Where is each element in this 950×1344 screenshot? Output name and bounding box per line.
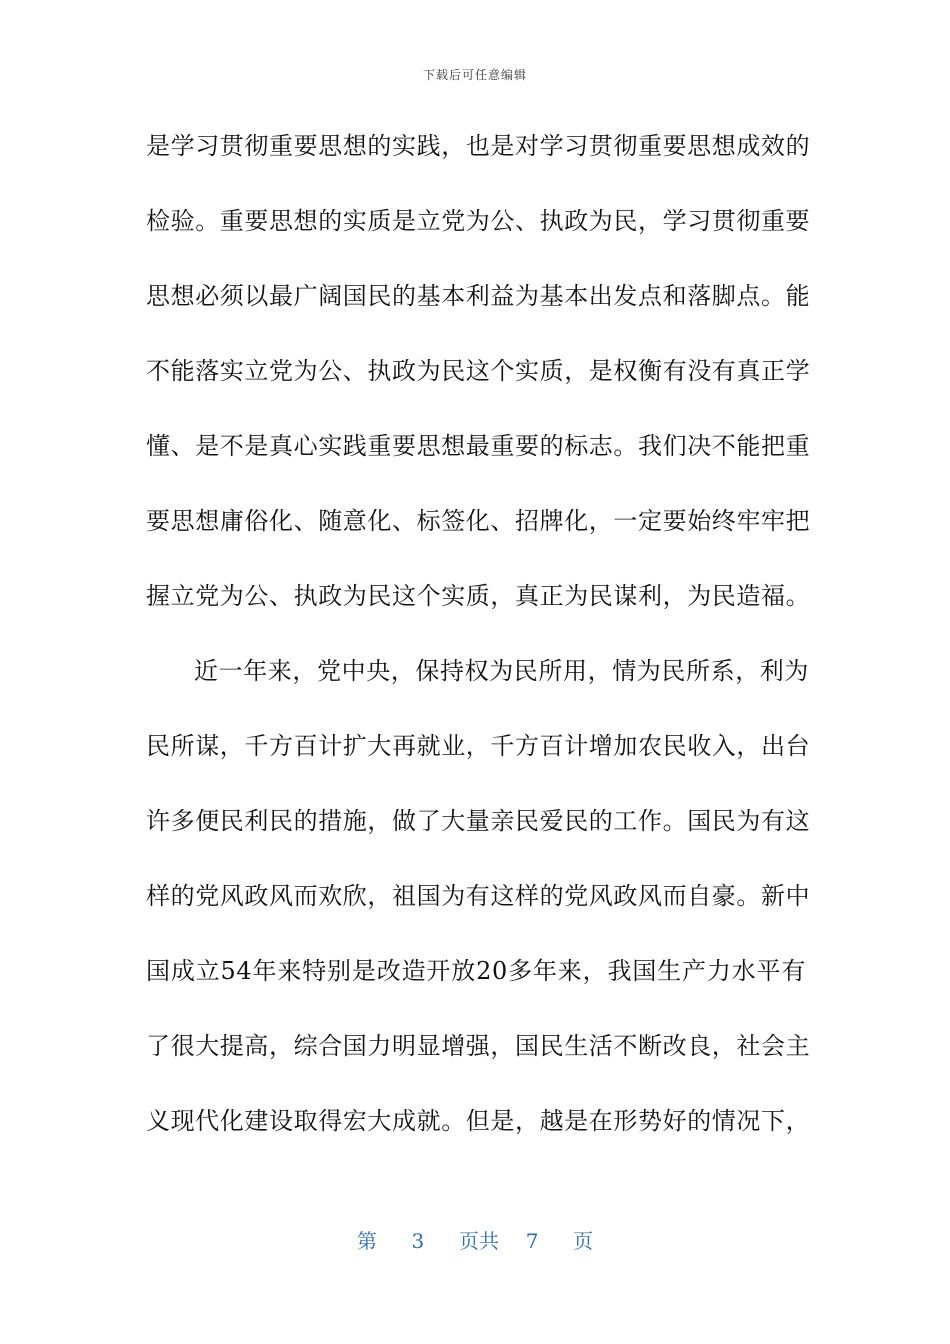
footer-suffix: 页 xyxy=(573,1229,594,1253)
footer-prefix: 第 xyxy=(356,1229,377,1253)
text-line-2: 检验。重要思想的实质是立党为公、执政为民，学习贯彻重要 xyxy=(146,207,811,235)
text-line-5: 懂、是不是真心实践重要思想最重要的标志。我们决不能把重 xyxy=(146,432,811,460)
page-header: 下载后可任意编辑 xyxy=(422,68,527,82)
text-line-13: 了很大提高，综合国力明显增强，国民生活不断改良，社会主 xyxy=(146,1032,811,1060)
text-line-9: 民所谋，千方百计扩大再就业，千方百计增加农民收入，出台 xyxy=(146,732,811,760)
text-line-1: 是学习贯彻重要思想的实践，也是对学习贯彻重要思想成效的 xyxy=(146,132,811,160)
text-line-4: 不能落实立党为公、执政为民这个实质，是权衡有没有真正学 xyxy=(146,357,811,385)
text-line-3: 思想必须以最广阔国民的基本利益为基本出发点和落脚点。能 xyxy=(146,282,811,310)
text-line-12: 国成立54年来特别是改造开放20多年来，我国生产力水平有 xyxy=(146,957,806,985)
text-line-10: 许多便民利民的措施，做了大量亲民爱民的工作。国民为有这 xyxy=(146,807,811,835)
text-line-6: 要思想庸俗化、随意化、标签化、招牌化，一定要始终牢牢把 xyxy=(146,507,811,535)
footer-middle: 页共 xyxy=(459,1229,499,1253)
page-footer xyxy=(0,1225,950,1254)
document-body xyxy=(146,126,811,1176)
text-line-11: 样的党风政风而欢欣，祖国为有这样的党风政风而自豪。新中 xyxy=(146,882,811,910)
text-line-7: 握立党为公、执政为民这个实质，真正为民谋利，为民造福。 xyxy=(146,582,811,610)
text-line-14: 义现代化建设取得宏大成就。但是，越是在形势好的情况下， xyxy=(146,1107,811,1135)
total-page-number: 7 xyxy=(525,1229,539,1253)
current-page-number: 3 xyxy=(411,1229,425,1253)
text-line-8: 近一年来，党中央，保持权为民所用，情为民所系，利为 xyxy=(194,657,809,685)
